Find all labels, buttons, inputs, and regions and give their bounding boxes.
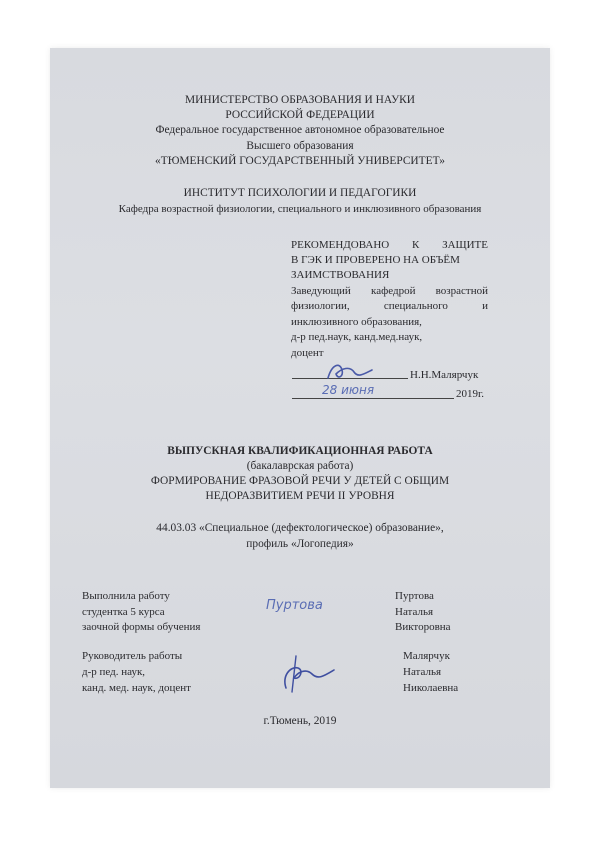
supervisor-label-2: д-р пед. наук, — [82, 666, 146, 678]
program-profile: профиль «Логопедия» — [246, 538, 354, 550]
education-level: Высшего образования — [246, 140, 354, 152]
approval-line-2: В ГЭК И ПРОВЕРЕНО НА ОБЪЁМ — [291, 254, 460, 266]
author-label-3: заочной формы обучения — [82, 621, 201, 633]
supervisor-label-3: канд. мед. наук, доцент — [82, 682, 191, 694]
date-line — [292, 398, 454, 399]
approval-line-7: д-р пед.наук, канд.мед.наук, — [291, 331, 423, 343]
author-name: Наталья — [395, 606, 434, 618]
ministry-line-1: МИНИСТЕРСТВО ОБРАЗОВАНИЯ И НАУКИ — [185, 94, 415, 106]
approval-line-4: Заведующий кафедрой возрастной — [291, 285, 488, 297]
institute-name: ИНСТИТУТ ПСИХОЛОГИИ И ПЕДАГОГИКИ — [183, 187, 417, 199]
author-signature: Пуртова — [266, 598, 323, 613]
supervisor-surname: Малярчук — [403, 650, 450, 662]
ministry-line-2: РОССИЙСКОЙ ФЕДЕРАЦИИ — [225, 109, 375, 121]
author-label-2: студентка 5 курса — [82, 606, 165, 618]
institution-type: Федеральное государственное автономное образовательное — [155, 124, 445, 136]
approval-line-1: РЕКОМЕНДОВАНО К ЗАЩИТЕ — [291, 239, 488, 251]
handwritten-date: 28 июня — [322, 383, 375, 397]
approval-line-8: доцент — [291, 347, 324, 359]
department-name: Кафедра возрастной физиологии, специального и инклюзивного образования — [118, 203, 482, 215]
work-title-line-1: ФОРМИРОВАНИЕ ФРАЗОВОЙ РЕЧИ У ДЕТЕЙ С ОБЩИМ — [150, 475, 450, 487]
university-name: «ТЮМЕНСКИЙ ГОСУДАРСТВЕННЫЙ УНИВЕРСИТЕТ» — [155, 155, 445, 167]
approval-line-5: физиологии, специального и — [291, 300, 488, 312]
work-level: (бакалаврская работа) — [246, 460, 354, 472]
work-type: ВЫПУСКНАЯ КВАЛИФИКАЦИОННАЯ РАБОТА — [167, 445, 433, 457]
head-signature — [320, 358, 380, 384]
approval-line-3: ЗАИМСТВОВАНИЯ — [291, 269, 390, 281]
work-title-line-2: НЕДОРАЗВИТИЕМ РЕЧИ II УРОВНЯ — [205, 490, 395, 502]
supervisor-name: Наталья — [403, 666, 442, 678]
approval-year: 2019г. — [456, 388, 485, 400]
supervisor-signature — [272, 652, 342, 696]
author-patronymic: Викторовна — [395, 621, 451, 633]
program-code: 44.03.03 «Специальное (дефектологическое) образование», — [156, 522, 444, 534]
approval-line-6: инклюзивного образования, — [291, 316, 422, 328]
city-year: г.Тюмень, 2019 — [263, 715, 337, 727]
author-surname: Пуртова — [395, 590, 434, 602]
author-label-1: Выполнила работу — [82, 590, 170, 602]
supervisor-patronymic: Николаевна — [403, 682, 459, 694]
head-signer-name: Н.Н.Малярчук — [410, 369, 479, 381]
supervisor-label-1: Руководитель работы — [82, 650, 183, 662]
